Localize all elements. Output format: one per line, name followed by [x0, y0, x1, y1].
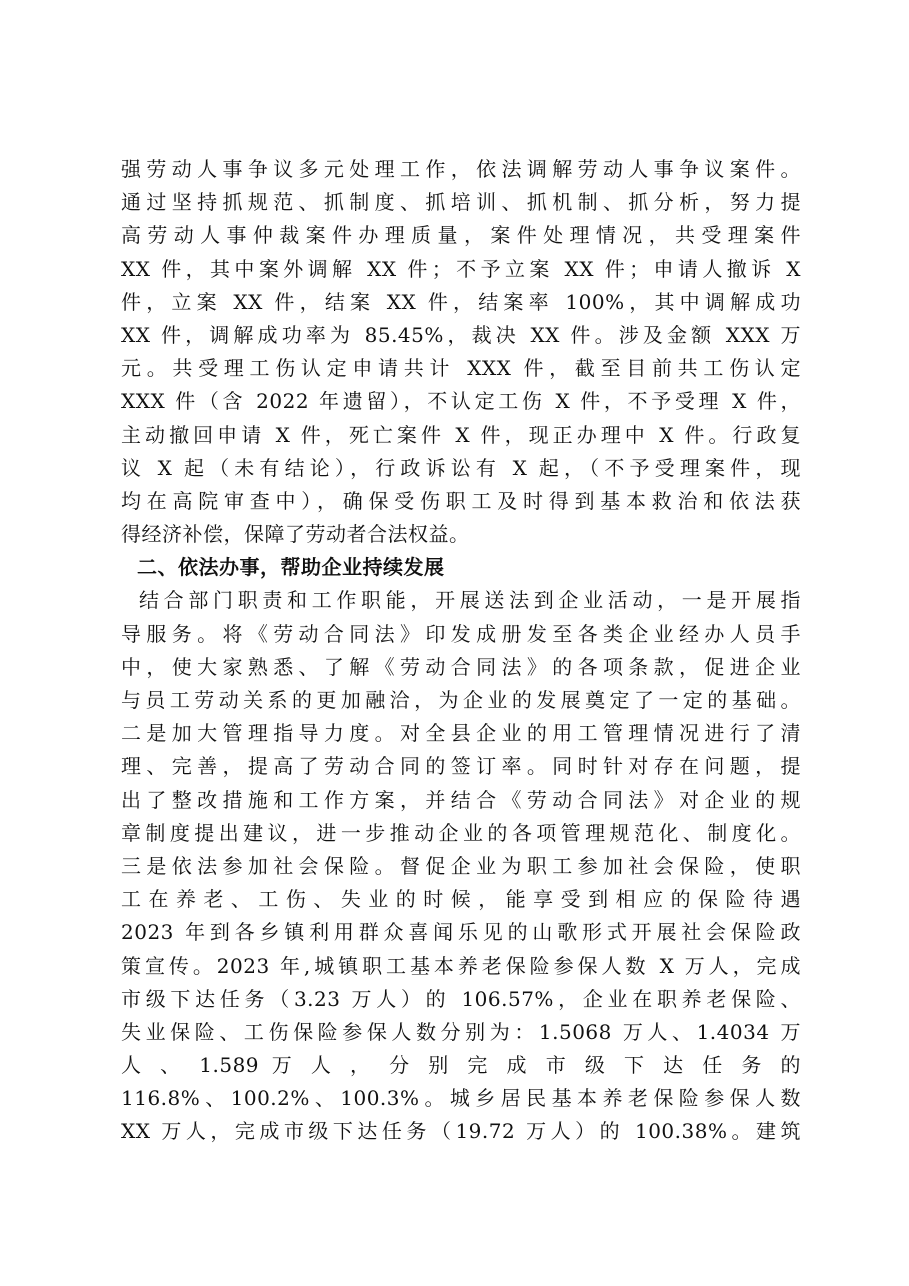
paragraph-line: 元。共受理工伤认定申请共计 XXX 件，截至目前共工伤认定	[121, 356, 801, 381]
paragraph-line: XX 万人，完成市级下达任务（19.72 万人）的 100.38%。建筑	[121, 1119, 801, 1144]
paragraph-line: 中，使大家熟悉、了解《劳动合同法》的各项条款，促进企业	[121, 654, 801, 679]
paragraph-line: XX 件，调解成功率为 85.45%，裁决 XX 件。涉及金额 XXX 万	[121, 322, 801, 347]
paragraph-line: 导服务。将《劳动合同法》印发成册发至各类企业经办人员手	[121, 621, 801, 646]
paragraph-line: 策宣传。2023 年,城镇职工基本养老保险参保人数 X 万人，完成	[121, 953, 801, 978]
paragraph-line: 结合部门职责和工作职能，开展送法到企业活动，一是开展指	[139, 588, 801, 613]
paragraph-line: 主动撤回申请 X 件，死亡案件 X 件，现正办理中 X 件。行政复	[121, 422, 801, 447]
paragraph-line: XXX 件（含 2022 年遗留），不认定工伤 X 件，不予受理 X 件，	[121, 389, 801, 414]
paragraph-line: 章制度提出建议，进一步推动企业的各项管理规范化、制度化。	[121, 820, 801, 845]
paragraph-line: 强劳动人事争议多元处理工作，依法调解劳动人事争议案件。	[121, 157, 801, 181]
section-heading: 二、依法办事，帮助企业持续发展	[137, 555, 445, 580]
paragraph-line: 2023 年到各乡镇利用群众喜闻乐见的山歌形式开展社会保险政	[121, 920, 801, 945]
paragraph-line: 116.8%、100.2%、100.3%。城乡居民基本养老保险参保人数	[121, 1086, 801, 1111]
paragraph-line: 高劳动人事仲裁案件办理质量，案件处理情况，共受理案件	[121, 223, 801, 248]
paragraph-line: 得经济补偿，保障了劳动者合法权益。	[121, 522, 470, 547]
paragraph-line: 出了整改措施和工作方案，并结合《劳动合同法》对企业的规	[121, 787, 801, 812]
paragraph-line: 市级下达任务（3.23 万人）的 106.57%，企业在职养老保险、	[121, 986, 801, 1011]
paragraph-line: 件，立案 XX 件，结案 XX 件，结案率 100%，其中调解成功	[121, 289, 801, 314]
paragraph-line: 失业保险、工伤保险参保人数分别为：1.5068 万人、1.4034 万	[121, 1019, 801, 1044]
paragraph-line: 与员工劳动关系的更加融洽，为企业的发展奠定了一定的基础。	[121, 688, 801, 712]
paragraph-line: 议 X 起（未有结论），行政诉讼有 X 起，（不予受理案件，现	[121, 455, 801, 480]
paragraph-line: 通过坚持抓规范、抓制度、抓培训、抓机制、抓分析，努力提	[121, 190, 801, 215]
paragraph-line: 工在养老、工伤、失业的时候，能享受到相应的保险待遇	[121, 887, 801, 912]
paragraph-line: 人 、 1.589 万 人 ， 分 别 完 成 市 级 下 达 任 务 的	[121, 1053, 801, 1078]
paragraph-line: 二是加大管理指导力度。对全县企业的用工管理情况进行了清	[121, 721, 801, 746]
document-body	[121, 153, 801, 1149]
paragraph-line: 均在高院审查中），确保受伤职工及时得到基本救治和依法获	[121, 488, 801, 513]
paragraph-line: 三是依法参加社会保险。督促企业为职工参加社会保险，使职	[121, 853, 801, 878]
paragraph-line: 理、完善，提高了劳动合同的签订率。同时针对存在问题，提	[121, 754, 801, 779]
paragraph-line: XX 件，其中案外调解 XX 件；不予立案 XX 件；申请人撤诉 X	[121, 256, 801, 281]
